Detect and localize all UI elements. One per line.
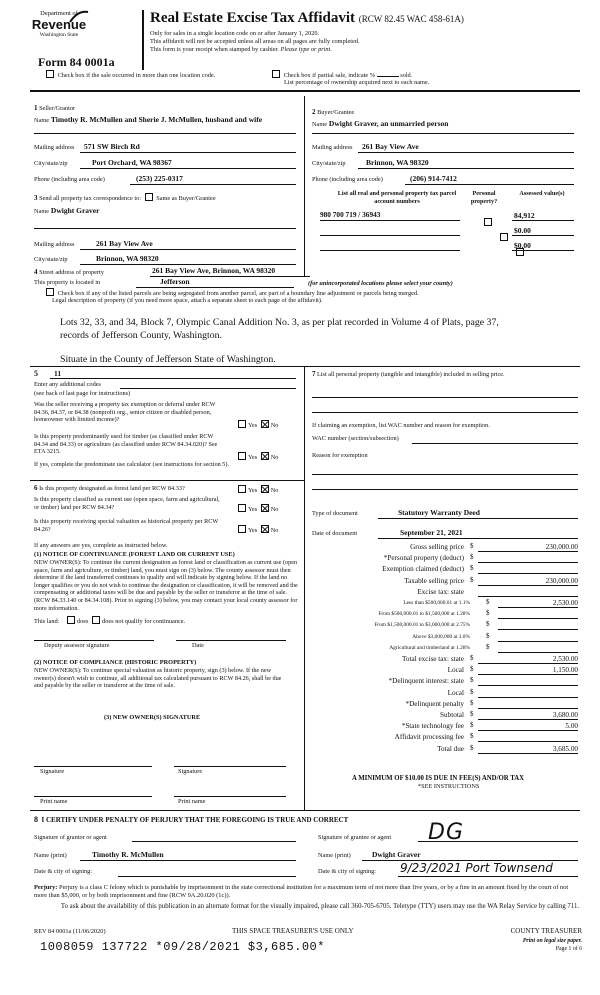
tax-dollar-sign: $ (486, 642, 490, 651)
tax-row-label: *Personal property (deduct) (383, 554, 464, 563)
tax-row-label: Affidavit processing fee (394, 733, 464, 742)
tax-row-value[interactable]: 5.00 (478, 721, 578, 731)
tax-dollar-sign: $ (470, 665, 474, 674)
buyer-title: Buyer/Grantee (317, 109, 355, 116)
buyer-city-value[interactable]: Brinnon, WA 98320 (366, 158, 429, 167)
see-back-note: (see back of last page for instructions) (34, 390, 131, 397)
grantee-date-line (398, 876, 578, 877)
timber-yes-checkbox[interactable] (238, 452, 246, 460)
parcels-col3-header: Assessed value(s) (519, 190, 565, 197)
does-label: does (76, 618, 89, 625)
partial-sale-sub: List percentage of ownership acquired next to each name. (284, 79, 430, 86)
assessed-line (512, 235, 574, 236)
seller-mail-value[interactable]: 571 SW Birch Rd (84, 142, 140, 151)
grantor-name-label: Name (print) (34, 852, 67, 859)
location-code-value[interactable]: 11 (54, 369, 62, 378)
assessed-value[interactable]: 84,912 (514, 211, 535, 220)
corr-mail-value[interactable]: 261 Bay View Ave (96, 239, 153, 248)
tax-row (310, 542, 580, 553)
tax-dollar-sign: $ (470, 721, 474, 730)
corr-name-line (34, 228, 296, 229)
current-use-yes-checkbox[interactable] (238, 504, 246, 512)
buyer-mail-label: Mailing address (312, 144, 353, 151)
legal-description-line2[interactable]: records of Jefferson County, Washington. (60, 330, 223, 341)
tax-row-value[interactable] (498, 632, 578, 642)
deputy-signature-label: Deputy assessor signature (44, 642, 110, 649)
tax-row (310, 676, 580, 687)
certify-title: I CERTIFY UNDER PENALTY OF PERJURY THAT THE FOREGOING IS TRUE AND CORRECT (41, 816, 349, 824)
reason-line-2[interactable] (312, 489, 578, 490)
doc-date-line (378, 538, 578, 539)
yes-label: Yes (248, 506, 258, 513)
tax-dollar-sign: $ (470, 676, 474, 685)
grantee-signature-line[interactable] (418, 841, 578, 842)
corr-name-field[interactable] (34, 206, 99, 216)
buyer-name-value: Dwight Graver, an unmarried person (328, 119, 449, 128)
tax-row-value[interactable] (498, 609, 578, 619)
tax-row (310, 732, 580, 743)
same-as-buyer-label: Same as Buyer/Grantee (156, 195, 216, 202)
tax-row-value[interactable] (478, 699, 578, 709)
doc-date-value[interactable]: September 21, 2021 (400, 528, 463, 537)
tax-dollar-sign: $ (470, 698, 474, 707)
forest-yes-checkbox[interactable] (238, 485, 246, 493)
timber-question: Is this property predominantly used for timber (as classified under RCW 84.34 and 84.33) or agriculture (as classified under RCW 84.34.020)? See ETA 3215. (34, 433, 218, 456)
street-label: Street address of property (39, 269, 104, 276)
personal-property-line-2[interactable] (312, 412, 578, 413)
doc-type-value[interactable]: Statutory Warranty Deed (398, 508, 480, 517)
yes-label: Yes (248, 527, 258, 534)
does-not-checkbox[interactable] (92, 616, 100, 624)
exemption-claim-label: If claiming an exemption, list WAC number and reason for exemption. (312, 422, 490, 429)
grantee-name-label: Name (print) (318, 852, 351, 859)
no-label: No (270, 454, 279, 461)
tax-row (310, 699, 580, 710)
tax-row-label: Above $3,000,000 at 3.0% (412, 633, 470, 640)
tax-row-value[interactable] (498, 643, 578, 653)
no-label: No (270, 527, 279, 534)
buyer-heading (312, 108, 354, 117)
tax-row-value[interactable]: 3,680.00 (478, 710, 578, 720)
historic-yes-no (236, 525, 278, 535)
tax-dollar-sign: $ (470, 542, 474, 550)
new-owner-signature-line-2[interactable] (174, 766, 286, 767)
same-as-buyer-checkbox[interactable] (145, 193, 153, 201)
tax-row-label: Local (447, 666, 464, 675)
forest-yes-no (236, 485, 278, 495)
tax-row (310, 688, 580, 699)
additional-codes-line (120, 388, 296, 389)
perjury-label: Perjury: (34, 884, 58, 891)
grantor-signature-line[interactable] (132, 841, 296, 842)
seller-heading (34, 104, 75, 113)
tax-row-label: Exemption claimed (deduct) (382, 565, 464, 574)
does-not-label: does not qualify for continuance. (102, 618, 186, 625)
tax-row (310, 721, 580, 732)
rev-number: REV 84 0001a (11/06/2020) (34, 928, 106, 935)
parcel-line (320, 220, 460, 221)
wac-line[interactable] (412, 443, 578, 444)
no-label: No (270, 422, 279, 429)
header-note-3 (150, 46, 332, 54)
exemption-question: Was the seller receiving a property tax exemption or deferral under RCW 84.36, 84.37, or 84.38 (nonprofit org., senior citizen or disabled person, homeowner with limited income)? (34, 401, 216, 424)
buyer-mail-value[interactable]: 261 Bay View Ave (362, 142, 419, 151)
tax-row (310, 643, 580, 654)
deputy-signature-line[interactable] (34, 640, 154, 641)
doc-type-label: Type of document (312, 510, 358, 517)
parcel-line (320, 235, 460, 236)
tax-row-value[interactable] (478, 732, 578, 742)
grantee-date-label: Date & city of signing: (318, 868, 377, 875)
column-divider-main (304, 366, 305, 810)
corr-label: Send all property tax correspondence to: (39, 195, 142, 202)
tax-row-value[interactable]: 2,530.00 (478, 654, 578, 664)
seller-phone-line (130, 184, 296, 185)
multi-location-checkbox[interactable] (46, 70, 54, 78)
tax-row (310, 598, 580, 609)
location-code-line (50, 378, 296, 379)
dor-logo (18, 10, 100, 39)
dor-logo-line2: Revenue (31, 17, 87, 32)
assessed-line (512, 220, 574, 221)
tax-row-value[interactable] (498, 620, 578, 630)
tax-dollar-sign: $ (470, 732, 474, 741)
header-note-3-print: Please type or print. (280, 46, 332, 53)
forest-question-text: Is this property designated as forest land per RCW 84.33? (39, 485, 185, 492)
form-title-rcw: (RCW 82.45 WAC 458-61A) (358, 14, 464, 24)
legal-paper-note: Print on legal size paper. (522, 938, 582, 944)
no-label: No (270, 487, 279, 494)
sec5-num: 5 (34, 369, 38, 378)
tax-row-label: From $1,500,000.01 to $3,000,000 at 2.75% (374, 622, 470, 629)
grantor-date-label: Date & city of signing: (34, 868, 93, 875)
tax-row (310, 553, 580, 564)
tax-row-value[interactable]: 230,000.00 (478, 542, 578, 552)
seller-phone-value[interactable]: (253) 225-0317 (136, 174, 183, 183)
buyer-phone-value[interactable]: (206) 914-7412 (410, 174, 457, 183)
tax-row-label: *Delinquent penalty (405, 699, 464, 708)
notice-continuance-text: NEW OWNER(S): To continue the current designation as forest land or classification as current use (open space, farm and agriculture, or timber) land, you must sign on (3) below. The county assessor must then determine if the land transferred continues to qualify and will indicate by signing below. If the land no longer qualifies or you do not wish to continue the designation or classification, it will be removed and the compensating or additional taxes will be due and payable by the seller or transferor at the time of sale. (RCW 84.33.140 or 84.34.108). Prior to signing (3) below, you may contact your local county assessor for more information. (34, 559, 298, 612)
legal-label: Legal description of property (if you need more space, attach a separate sheet to each page of the affidavit). (52, 297, 323, 304)
historic-yes-checkbox[interactable] (238, 525, 246, 533)
tax-row-label: Total due (437, 744, 464, 753)
no-label: No (270, 506, 279, 513)
personal-property-checkbox[interactable] (484, 218, 492, 226)
this-land-label: This land: (34, 618, 60, 625)
legal-description-line1[interactable]: Lots 32, 33, and 34, Block 7, Olympic Canal Addition No. 3, as per plat recorded in Volume 4 of Plats, page 37, (60, 317, 499, 328)
dor-logo-line3: Washington State (39, 32, 79, 38)
doc-type-line (378, 518, 578, 519)
county-select[interactable]: Jefferson (160, 277, 190, 286)
tax-row-label: From $500,000.01 to $1,500,000 at 1.28% (378, 611, 470, 618)
new-owner-signature-line-1[interactable] (34, 766, 152, 767)
tax-dollar-sign: $ (470, 710, 474, 718)
grantor-name-value[interactable]: Timothy R. McMullen (92, 850, 164, 859)
does-checkbox[interactable] (67, 616, 75, 624)
seller-phone-label: Phone (including area code) (34, 176, 105, 183)
new-owner-print-line-2[interactable] (174, 796, 286, 797)
page-number: Page 1 of 6 (555, 946, 582, 952)
grantor-signature-label: Signature of grantor or agent (34, 834, 107, 841)
tax-row-value[interactable]: 1,150.00 (478, 665, 578, 675)
partial-sale-checkbox[interactable] (272, 70, 280, 78)
tax-row-value[interactable]: 3,685.00 (478, 744, 578, 754)
column-divider-top (304, 96, 305, 276)
exemption-yes-no (236, 420, 278, 430)
tax-row-value[interactable] (478, 553, 578, 563)
seller-name-field[interactable] (34, 115, 296, 125)
header-note-1: Only for sales in a single location code on or after January 1, 2020. (150, 30, 320, 37)
tax-row (310, 576, 580, 587)
tax-row-label: Less than $500,000.01 at 1.1% (403, 600, 470, 606)
tax-row-label: Subtotal (440, 711, 464, 719)
yes-label: Yes (248, 422, 258, 429)
current-use-question: Is this property classified as current use (open space, farm and agricultural, or timber) land per RCW 84.34? (34, 496, 220, 511)
buyer-phone-line (405, 184, 574, 185)
sec7-label: List all personal property (tangible and intangible) included in selling price. (317, 371, 505, 378)
multi-location-label: Check box if the sale occurred in more than one location code. (57, 72, 216, 79)
tax-row-value[interactable] (478, 564, 578, 574)
street-address-row (34, 268, 104, 277)
seller-mail-label: Mailing address (34, 144, 75, 151)
exemption-yes-checkbox[interactable] (238, 420, 246, 428)
if-yes-note: If any answers are yes, complete as instructed below. (34, 542, 168, 549)
assessed-value[interactable]: $0.00 (514, 226, 531, 235)
section-rule-4 (30, 366, 580, 367)
buyer-num: 2 (312, 108, 316, 116)
seller-city-value[interactable]: Port Orchard, WA 98367 (92, 158, 172, 167)
forest-no-checkbox[interactable] (261, 485, 269, 493)
tax-dollar-sign: $ (486, 631, 490, 640)
header-rule (30, 90, 580, 92)
legal-description-line3[interactable]: Situate in the County of Jefferson State of Washington. (60, 354, 276, 365)
buyer-name-label: Name (312, 121, 328, 128)
header-note-2: This affidavit will not be accepted unless all areas on all pages are fully completed. (150, 38, 360, 45)
corr-city-line (80, 264, 296, 265)
tax-row-label: *State technology fee (401, 722, 464, 731)
grantee-date-city-value[interactable]: 9/23/2021 Port Townsend (400, 861, 553, 875)
tax-dollar-sign: $ (470, 575, 474, 584)
section-rule-7 (30, 810, 580, 811)
tax-dollar-sign: $ (470, 553, 474, 562)
new-owner-signature-label: Signature (178, 768, 203, 775)
corr-mail-label: Mailing address (34, 241, 75, 248)
treasurer-receipt-stamp: 1008059 137722 *09/28/2021 $3,685.00* (40, 940, 325, 954)
seller-name-value: Timothy R. McMullen and Sherie J. McMullen, husband and wife (50, 115, 263, 124)
tax-row (310, 710, 580, 721)
seller-name-label: Name (34, 117, 50, 124)
county-treasurer-label: COUNTY TREASURER (510, 927, 582, 935)
yes-label: Yes (248, 454, 258, 461)
grantor-name-line (80, 860, 296, 861)
seller-city-label: City/state/zip (34, 160, 68, 167)
parcels-col1-header: List all real and personal property tax parcel account numbers (337, 190, 457, 205)
tax-row (310, 632, 580, 643)
multi-location-row (44, 70, 215, 80)
personal-property-line-1[interactable] (312, 397, 578, 398)
tax-row-label: Excise tax: state (417, 587, 464, 596)
segregated-label: Check box if any of the listed parcels are being segregated from another parcel, are part of a boundary line adjustment or parcels being merged. (57, 290, 419, 297)
seller-num: 1 (34, 104, 38, 112)
header-divider (142, 10, 144, 70)
buyer-city-label: City/state/zip (312, 160, 346, 167)
current-use-yes-no (236, 504, 278, 514)
seller-name-line (34, 133, 296, 134)
section-rule-5 (30, 480, 304, 481)
form-title-text: Real Estate Excise Tax Affidavit (150, 10, 355, 26)
partial-sale-label: Check box if partial sale, indicate % (283, 72, 376, 79)
treasurer-use-label: THIS SPACE TREASURER'S USE ONLY (232, 927, 354, 935)
reason-label: Reason for exemption (312, 452, 368, 459)
new-owner-signature-label: Signature (40, 768, 65, 775)
predominate-use-note: If yes, complete the predominate use calculator (see instructions for section 5). (34, 461, 230, 468)
corr-name-label: Name (34, 208, 50, 215)
partial-sale-sold: sold. (400, 72, 413, 79)
tax-row-label: Total excise tax: state (402, 655, 464, 663)
yes-label: Yes (248, 487, 258, 494)
tax-row-label: Local (447, 688, 464, 697)
tax-dollar-sign: $ (470, 564, 474, 573)
tax-dollar-sign: $ (486, 598, 490, 606)
buyer-name-field[interactable] (312, 119, 448, 129)
sec6-num: 6 (34, 484, 38, 492)
grantee-name-value[interactable]: Dwight Graver (372, 850, 421, 859)
see-instructions-note: *SEE INSTRUCTIONS (418, 783, 480, 790)
deputy-date-label: Date (192, 642, 204, 649)
tax-row-value[interactable] (478, 676, 578, 686)
buyer-city-line (358, 168, 574, 169)
notice-compliance-title: (2) NOTICE OF COMPLIANCE (HISTORIC PROPERTY) (34, 659, 197, 666)
tax-row (310, 744, 580, 755)
new-owner-signature-title: (3) NEW OWNER(S) SIGNATURE (104, 714, 201, 721)
seller-city-line (80, 168, 296, 169)
new-owner-print-line-1[interactable] (34, 796, 152, 797)
buyer-mail-line (358, 152, 574, 153)
personal-property-checkbox[interactable] (500, 233, 508, 241)
parcel-number: 980 700 719 / 36943 (320, 210, 381, 219)
form-number: Form 84 0001a (38, 55, 115, 69)
sec8-num: 8 (34, 815, 38, 824)
tax-row-label: Taxable selling price (404, 576, 464, 585)
exemption-no-checkbox[interactable] (261, 420, 269, 428)
header-note-3-text: This form is your receipt when stamped by cashier. (150, 46, 279, 53)
corr-mail-line (80, 249, 296, 250)
located-label: This property is located in (34, 279, 101, 286)
notice-compliance-text: NEW OWNER(S): To continue special valuation as historic property, sign (3) below. If the new owner(s) doesn't wish to continue, all additional tax calculated pursuant to RCW 84.26, shall be due and payable by the seller or transferor at the time of sale. (34, 667, 282, 690)
grantor-date-line[interactable] (118, 876, 296, 877)
tax-row (310, 587, 580, 598)
corr-city-value[interactable]: Brinnon, WA 98320 (96, 254, 159, 263)
tax-row (310, 564, 580, 575)
tax-row-label: Gross selling price (410, 543, 464, 551)
perjury-notice (34, 884, 582, 899)
dor-logo-swoosh-icon (68, 10, 90, 24)
seller-mail-line (80, 152, 296, 153)
new-owner-print-label: Print name (178, 798, 206, 805)
tax-row (310, 620, 580, 631)
located-note: (for unincorporated locations please select your county) (308, 280, 453, 287)
forest-question (34, 484, 185, 493)
parcel-row[interactable] (320, 210, 460, 219)
wac-label: WAC number (section/subsection) (312, 435, 399, 442)
form-title (150, 10, 464, 27)
buyer-phone-label: Phone (including area code) (312, 176, 383, 183)
tax-row-label: *Delinquent interest: state (388, 677, 464, 686)
corr-city-label: City/state/zip (34, 256, 68, 263)
certify-heading (34, 815, 348, 825)
personal-property-label (312, 370, 580, 379)
reason-line-1[interactable] (312, 474, 578, 475)
historic-no-checkbox[interactable] (261, 525, 269, 533)
tax-row (310, 609, 580, 620)
historic-question: Is this property receiving special valuation as historical property per RCW 84.26? (34, 518, 219, 533)
this-land-row (34, 616, 185, 626)
dor-logo-line1: Department of (40, 10, 78, 17)
tax-row-value[interactable]: 2,530.00 (498, 598, 578, 608)
accessibility-notice: To ask about the availability of this publication in an alternate format for the visually impaired, please call 360-705-6705. Teletype (TTY) users may use the WA Relay Service by calling 711. (60, 903, 580, 910)
tax-dollar-sign: $ (486, 620, 490, 629)
grantee-signature-label: Signature of grantee or agent (318, 834, 392, 841)
perjury-text: Perjury is a class C felony which is punishable by imprisonment in the state correctional institution for a maximum term of not more than five years, or by a fine in an amount fixed by the court of not more than $5,000, or by both imprisonment and fine (RCW 9A.20.020 (1c)). (34, 884, 569, 899)
tax-dollar-sign: $ (470, 654, 474, 662)
tax-row-value[interactable]: 230,000.00 (478, 576, 578, 586)
partial-sale-percent-field[interactable] (377, 76, 399, 77)
corr-name-value: Dwight Graver (50, 206, 100, 215)
doc-date-label: Date of document (312, 530, 358, 537)
minimum-due-note: A MINIMUM OF $10.00 IS DUE IN FEE(S) AND/OR TAX (352, 775, 525, 782)
tax-row-value[interactable] (478, 688, 578, 698)
additional-codes-label: Enter any additional codes (34, 381, 101, 388)
parcels-col2-header: Personal property? (470, 190, 498, 205)
tax-dollar-sign: $ (486, 609, 490, 618)
seller-title: Seller/Grantor (39, 105, 76, 112)
sec7-num: 7 (312, 370, 316, 378)
tax-dollar-sign: $ (470, 687, 474, 696)
tax-row (310, 654, 580, 665)
tax-row-label: Agricultural and timberland at 1.28% (389, 644, 470, 651)
buyer-name-line (312, 133, 574, 134)
street-address-value[interactable]: 261 Bay View Ave, Brinnon, WA 98320 (152, 266, 276, 275)
tax-dollar-sign: $ (470, 743, 474, 752)
current-use-no-checkbox[interactable] (261, 504, 269, 512)
parcel-line (320, 250, 460, 251)
tax-row (310, 665, 580, 676)
deputy-date-line[interactable] (176, 640, 286, 641)
timber-no-checkbox[interactable] (261, 452, 269, 460)
grantee-signature-image: DG (428, 820, 464, 845)
property-num: 4 (34, 268, 38, 276)
segregated-checkbox[interactable] (46, 288, 54, 296)
corr-num: 3 (34, 194, 38, 202)
assessed-line (512, 250, 574, 251)
tax-row-value[interactable] (478, 587, 578, 597)
assessed-value[interactable]: $0.00 (514, 241, 531, 250)
notice-continuance-title: (1) NOTICE OF CONTINUANCE (FOREST LAND OR CURRENT USE) (34, 551, 235, 558)
correspondence-heading (34, 193, 216, 203)
new-owner-print-label: Print name (40, 798, 68, 805)
